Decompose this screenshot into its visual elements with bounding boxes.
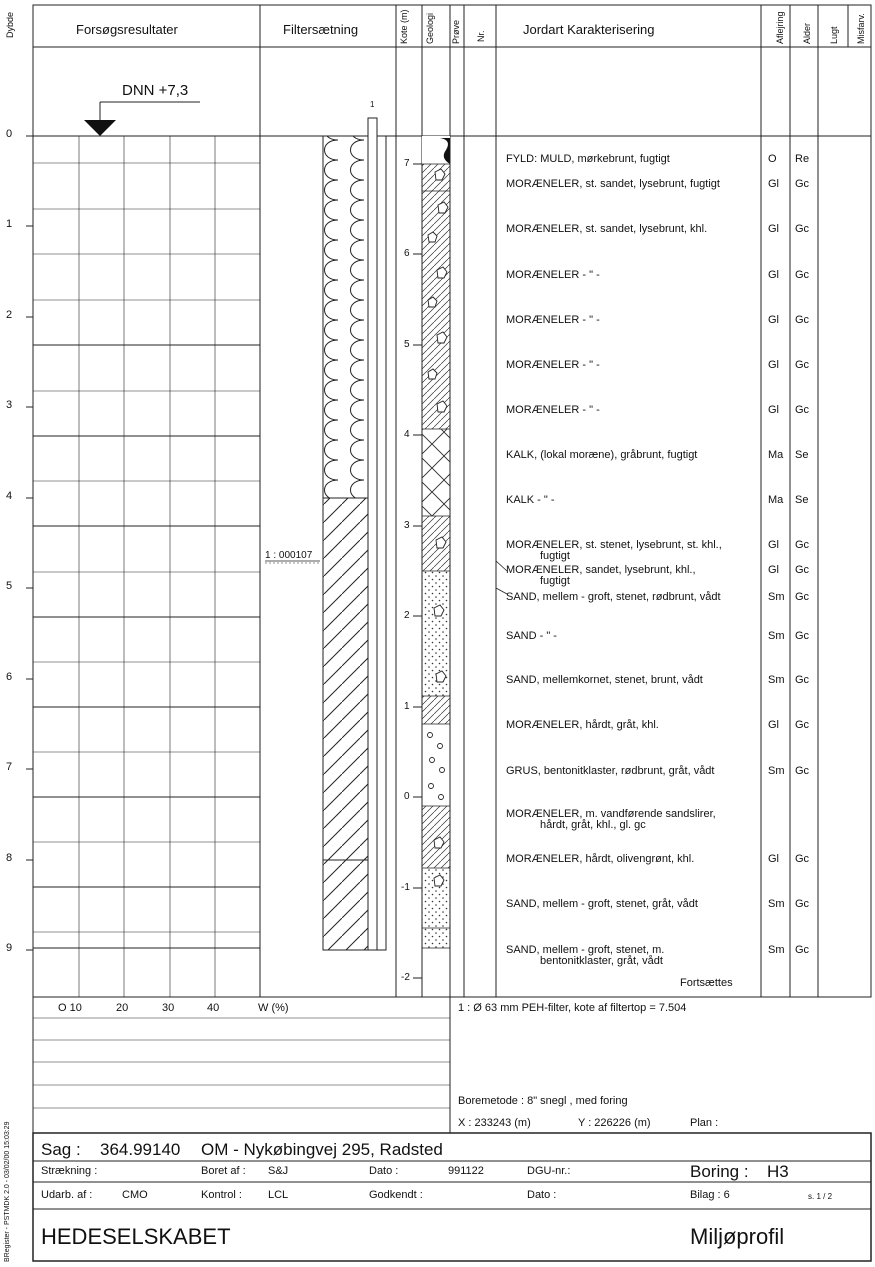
layer-aflejring: Sm bbox=[768, 674, 785, 686]
depth-tick-label: 1 bbox=[6, 218, 13, 230]
layer-description: MORÆNELER - " - bbox=[506, 314, 600, 326]
kote-tick-label: 6 bbox=[404, 248, 410, 259]
depth-tick-label: 7 bbox=[6, 761, 13, 773]
layer-alder: Re bbox=[795, 153, 810, 165]
header-forsogsresultater: Forsøgsresultater bbox=[76, 22, 178, 37]
depth-tick-label: 9 bbox=[6, 942, 13, 954]
header-geologi: Geologi bbox=[425, 12, 435, 44]
layer-description: KALK - " - bbox=[506, 494, 555, 506]
layer-aflejring: Ma bbox=[768, 494, 784, 506]
sag-label: Sag : bbox=[41, 1140, 81, 1159]
boremetode: Boremetode : 8" snegl , med foring bbox=[458, 1095, 628, 1107]
page-number: s. 1 / 2 bbox=[808, 1192, 833, 1201]
kontrol-value: LCL bbox=[268, 1189, 289, 1201]
header-lugt: Lugt bbox=[829, 26, 839, 44]
layer-aflejring: Gl bbox=[768, 564, 779, 576]
dato-value: 991122 bbox=[448, 1165, 484, 1177]
header-alder: Alder bbox=[802, 22, 812, 44]
layer-description-cont: bentonitklaster, gråt, vådt bbox=[540, 955, 663, 967]
layer-aflejring: Sm bbox=[768, 944, 785, 956]
depth-tick-label: 3 bbox=[6, 399, 13, 411]
layer-aflejring: Sm bbox=[768, 591, 785, 603]
layer-description: MORÆNELER, hårdt, olivengrønt, khl. bbox=[506, 853, 695, 865]
profile-type: Miljøprofil bbox=[690, 1224, 785, 1249]
layer-description: MORÆNELER, st. stenet, lysebrunt, st. khl., bbox=[506, 539, 722, 551]
layer-alder: Gc bbox=[795, 404, 810, 416]
layer-description: SAND, mellem - groft, stenet, gråt, vådt bbox=[506, 898, 698, 910]
layer-aflejring: Gl bbox=[768, 853, 779, 865]
layer-description: MORÆNELER - " - bbox=[506, 404, 600, 416]
depth-tick-label: 6 bbox=[6, 671, 13, 683]
dnn-level-label: DNN +7,3 bbox=[122, 82, 189, 99]
boret-af-label: Boret af : bbox=[201, 1165, 246, 1177]
w-axis-label: W (%) bbox=[258, 1002, 289, 1014]
filter-label: 1 : 000107 bbox=[265, 550, 313, 561]
layer-alder: Gc bbox=[795, 591, 810, 603]
layer-alder: Gc bbox=[795, 564, 810, 576]
header-dybde: Dybde bbox=[5, 11, 15, 38]
depth-tick-label: 0 bbox=[6, 128, 13, 140]
bilag-label: Bilag : 6 bbox=[690, 1189, 730, 1201]
layer-alder: Gc bbox=[795, 765, 810, 777]
dato2-label: Dato : bbox=[527, 1189, 557, 1201]
depth-tick-label: 4 bbox=[6, 490, 13, 502]
layer-alder: Gc bbox=[795, 178, 810, 190]
header-nr: Nr. bbox=[476, 30, 486, 42]
company-name: HEDESELSKABET bbox=[41, 1224, 231, 1249]
dgu-label: DGU-nr.: bbox=[527, 1165, 571, 1177]
coord-x: X : 233243 (m) bbox=[458, 1117, 531, 1129]
layer-alder: Se bbox=[795, 494, 809, 506]
sag-title: OM - Nykøbingvej 295, Radsted bbox=[201, 1140, 443, 1159]
boring-value: H3 bbox=[767, 1162, 789, 1181]
udarb-value: CMO bbox=[122, 1189, 148, 1201]
layer-alder: Gc bbox=[795, 944, 810, 956]
layer-alder: Se bbox=[795, 449, 809, 461]
kote-tick-label: 4 bbox=[404, 429, 410, 440]
boret-af-value: S&J bbox=[268, 1165, 289, 1177]
fortsaettes-label: Fortsættes bbox=[680, 977, 733, 989]
layer-aflejring: O bbox=[768, 153, 777, 165]
kote-tick-label: -1 bbox=[401, 882, 410, 893]
layer-description: MORÆNELER, sandet, lysebrunt, khl., bbox=[506, 564, 696, 576]
layer-description: SAND, mellemkornet, stenet, brunt, vådt bbox=[506, 674, 703, 686]
header-filtersaetning: Filtersætning bbox=[283, 22, 359, 37]
boring-label: Boring : bbox=[690, 1162, 749, 1181]
sag-number: 364.99140 bbox=[100, 1140, 181, 1159]
layer-aflejring: Gl bbox=[768, 359, 779, 371]
kote-tick-label: 2 bbox=[404, 610, 410, 621]
layer-description: FYLD: MULD, mørkebrunt, fugtigt bbox=[506, 153, 670, 165]
kote-tick-label: 7 bbox=[404, 158, 410, 169]
kote-tick-label: 5 bbox=[404, 339, 410, 350]
coord-y: Y : 226226 (m) bbox=[578, 1117, 651, 1129]
header-kote: Kote (m) bbox=[399, 9, 409, 44]
layer-description: MORÆNELER, st. sandet, lysebrunt, khl. bbox=[506, 223, 708, 235]
coord-plan: Plan : bbox=[690, 1117, 719, 1129]
w-tick-3: 30 bbox=[162, 1002, 175, 1014]
header-jordart: Jordart Karakterisering bbox=[523, 22, 655, 37]
layer-description: KALK, (lokal moræne), gråbrunt, fugtigt bbox=[506, 449, 698, 461]
depth-tick-label: 5 bbox=[6, 580, 13, 592]
w-tick-1: O 10 bbox=[58, 1002, 82, 1014]
layer-description: SAND, mellem - groft, stenet, m. bbox=[506, 944, 665, 956]
layer-description-cont: hårdt, gråt, khl., gl. gc bbox=[540, 819, 646, 831]
dato-label: Dato : bbox=[369, 1165, 399, 1177]
layer-description: SAND - " - bbox=[506, 630, 557, 642]
layer-description-cont: fugtigt bbox=[540, 550, 570, 562]
layer-alder: Gc bbox=[795, 269, 810, 281]
layer-description: SAND, mellem - groft, stenet, rødbrunt, vådt bbox=[506, 591, 721, 603]
layer-alder: Gc bbox=[795, 630, 810, 642]
udarb-label: Udarb. af : bbox=[41, 1189, 93, 1201]
header-prove: Prøve bbox=[451, 19, 461, 44]
side-register-text: BRegister - PSTMDK 2.0 - 03/02/00 15:03:29 bbox=[4, 1121, 11, 1262]
w-tick-4: 40 bbox=[207, 1002, 220, 1014]
layer-description: GRUS, bentonitklaster, rødbrunt, gråt, vådt bbox=[506, 765, 715, 777]
depth-tick-label: 8 bbox=[6, 852, 13, 864]
layer-aflejring: Gl bbox=[768, 178, 779, 190]
layer-aflejring: Sm bbox=[768, 765, 785, 777]
header-misfarv: Misfarv. bbox=[856, 13, 866, 44]
layer-aflejring: Gl bbox=[768, 223, 779, 235]
w-tick-2: 20 bbox=[116, 1002, 129, 1014]
layer-alder: Gc bbox=[795, 314, 810, 326]
layer-aflejring: Gl bbox=[768, 539, 779, 551]
layer-description: MORÆNELER, hårdt, gråt, khl. bbox=[506, 719, 659, 731]
layer-description: MORÆNELER - " - bbox=[506, 359, 600, 371]
depth-tick-label: 2 bbox=[6, 309, 13, 321]
filter-note: 1 : Ø 63 mm PEH-filter, kote af filtertop = 7.504 bbox=[458, 1002, 687, 1014]
layer-alder: Gc bbox=[795, 719, 810, 731]
kote-tick-label: 1 bbox=[404, 701, 410, 712]
layer-description: MORÆNELER, st. sandet, lysebrunt, fugtigt bbox=[506, 178, 720, 190]
filter-top-mark: 1 bbox=[370, 100, 375, 109]
kote-tick-label: -2 bbox=[401, 972, 410, 983]
layer-aflejring: Gl bbox=[768, 404, 779, 416]
layer-aflejring: Sm bbox=[768, 630, 785, 642]
layer-aflejring: Gl bbox=[768, 719, 779, 731]
godkendt-label: Godkendt : bbox=[369, 1189, 423, 1201]
layer-aflejring: Ma bbox=[768, 449, 784, 461]
layer-description-cont: fugtigt bbox=[540, 575, 570, 587]
layer-aflejring: Gl bbox=[768, 314, 779, 326]
layer-description: MORÆNELER - " - bbox=[506, 269, 600, 281]
straekning-label: Strækning : bbox=[41, 1165, 98, 1177]
layer-alder: Gc bbox=[795, 223, 810, 235]
layer-aflejring: Gl bbox=[768, 269, 779, 281]
header-aflejring: Aflejring bbox=[775, 11, 785, 44]
kontrol-label: Kontrol : bbox=[201, 1189, 242, 1201]
layer-alder: Gc bbox=[795, 898, 810, 910]
layer-alder: Gc bbox=[795, 539, 810, 551]
layer-alder: Gc bbox=[795, 359, 810, 371]
layer-alder: Gc bbox=[795, 853, 810, 865]
kote-tick-label: 0 bbox=[404, 791, 410, 802]
layer-aflejring: Sm bbox=[768, 898, 785, 910]
layer-alder: Gc bbox=[795, 674, 810, 686]
layer-description: MORÆNELER, m. vandførende sandslirer, bbox=[506, 808, 716, 820]
kote-tick-label: 3 bbox=[404, 520, 410, 531]
